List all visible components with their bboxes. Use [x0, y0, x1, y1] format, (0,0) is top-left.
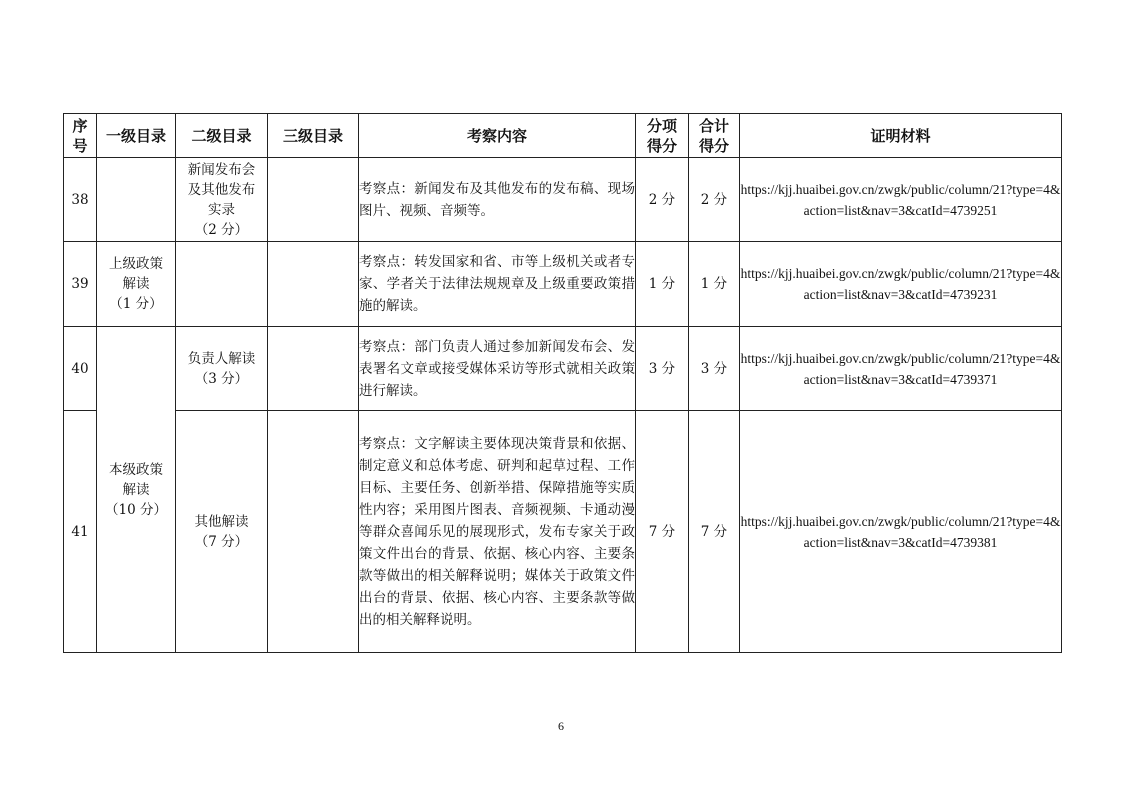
evidence-link[interactable] — [740, 411, 1062, 653]
header-total-score: 合计 得分 — [689, 114, 740, 158]
content-text: 考察点：新闻发布及其他发布的发布稿、现场图片、视频、音频等。 — [359, 180, 635, 219]
evidence-link[interactable] — [740, 158, 1062, 242]
content-cell — [359, 327, 636, 411]
content-text: 考察点：部门负责人通过参加新闻发布会、发表署名文章或接受媒体采访等形式就相关政策进行解读。 — [359, 338, 635, 399]
evidence-url[interactable]: https://kjj.huaibei.gov.cn/zwgk/public/column/21?type=4&action=list&nav=3&catId=4739371 — [740, 350, 1061, 387]
table-row — [64, 411, 1062, 653]
level3-cell — [268, 411, 359, 653]
content-text: 考察点：转发国家和省、市等上级机关或者专家、学者关于法律法规规章及上级重要政策措施的解读。 — [359, 254, 635, 314]
row-number: 38 — [64, 158, 97, 242]
header-level2: 二级目录 — [176, 114, 268, 158]
table-row — [64, 242, 1062, 327]
header-evidence: 证明材料 — [740, 114, 1062, 158]
row-number: 41 — [64, 411, 97, 653]
evidence-url[interactable]: https://kjj.huaibei.gov.cn/zwgk/public/column/21?type=4&action=list&nav=3&catId=4739381 — [740, 513, 1061, 550]
level2-cell: 其他解读 （7 分） — [176, 411, 268, 653]
level1-cell — [97, 158, 176, 242]
total-score: 2 分 — [689, 158, 740, 242]
total-score: 3 分 — [689, 327, 740, 411]
level1-cell: 本级政策 解读 （10 分） — [97, 327, 176, 653]
evidence-link[interactable] — [740, 327, 1062, 411]
level2-cell: 新闻发布会 及其他发布 实录 （2 分） — [176, 158, 268, 242]
level3-cell — [268, 327, 359, 411]
evidence-link[interactable] — [740, 242, 1062, 327]
level3-cell — [268, 242, 359, 327]
level2-cell: 负责人解读 （3 分） — [176, 327, 268, 411]
content-text: 考察点：文字解读主要体现决策背景和依据、制定意义和总体考虑、研判和起草过程、工作目标、主要任务、创新举措、保障措施等实质性内容；采用图片图表、音频视频、卡通动漫等群众喜闻乐见的展现形式，发布专家关于政策文件出台的背景、依据、核心内容、主要条款等做出的相关解释说明；媒体关于政策文件出台的背景、依据、核心内容、主要条款等做出的相关解释说明。 — [359, 435, 635, 628]
item-score: 2 分 — [636, 158, 689, 242]
evidence-url[interactable]: https://kjj.huaibei.gov.cn/zwgk/public/column/21?type=4&action=list&nav=3&catId=4739231 — [740, 266, 1061, 302]
header-item-score: 分项 得分 — [636, 114, 689, 158]
header-level3: 三级目录 — [268, 114, 359, 158]
content-cell — [359, 158, 636, 242]
total-score: 1 分 — [689, 242, 740, 327]
header-index: 序 号 — [64, 114, 97, 158]
level3-cell — [268, 158, 359, 242]
level1-cell: 上级政策 解读 （1 分） — [97, 242, 176, 327]
header-level1: 一级目录 — [97, 114, 176, 158]
table-row — [64, 327, 1062, 411]
item-score: 3 分 — [636, 327, 689, 411]
evidence-url[interactable]: https://kjj.huaibei.gov.cn/zwgk/public/column/21?type=4&action=list&nav=3&catId=4739251 — [740, 181, 1061, 218]
header-row — [64, 114, 1062, 158]
total-score: 7 分 — [689, 411, 740, 653]
content-cell — [359, 242, 636, 327]
table-row — [64, 158, 1062, 242]
content-cell — [359, 411, 636, 653]
row-number: 39 — [64, 242, 97, 327]
level2-cell — [176, 242, 268, 327]
header-content: 考察内容 — [359, 114, 636, 158]
item-score: 1 分 — [636, 242, 689, 327]
row-number: 40 — [64, 327, 97, 411]
page-number: 6 — [558, 719, 564, 733]
evaluation-table — [63, 113, 1062, 653]
item-score: 7 分 — [636, 411, 689, 653]
